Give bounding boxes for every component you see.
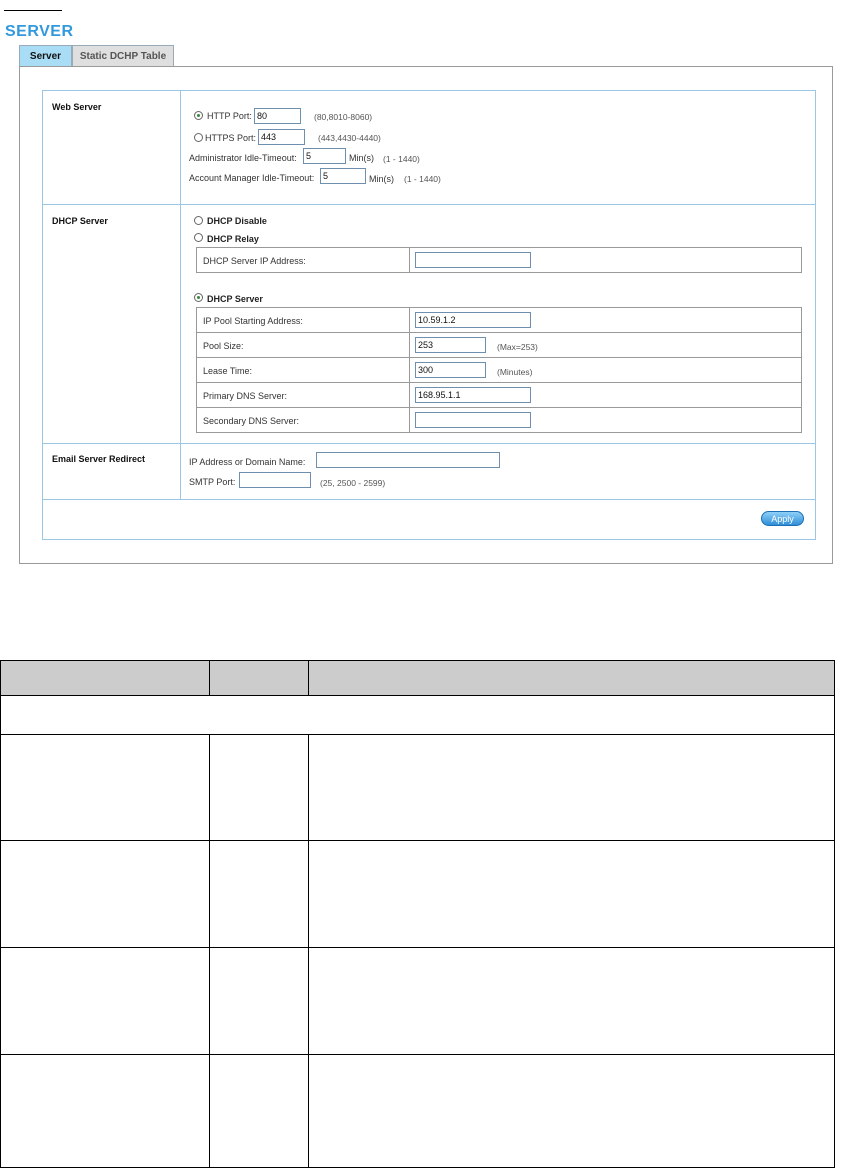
dhcp-server-table: [196, 307, 802, 433]
dhcp-relay-label: DHCP Relay: [207, 234, 259, 244]
pool-size-input[interactable]: [415, 337, 486, 353]
lease-time-label: Lease Time:: [203, 366, 253, 376]
divider: [42, 443, 816, 444]
account-timeout-label: Account Manager Idle-Timeout:: [189, 173, 315, 183]
dhcp-disable-radio[interactable]: [194, 216, 203, 225]
account-timeout-unit: Min(s): [369, 174, 394, 184]
pool-size-label: Pool Size:: [203, 341, 244, 351]
table-row: [197, 408, 801, 433]
lease-time-hint: (Minutes): [497, 367, 533, 377]
https-port-label: HTTPS Port:: [205, 133, 257, 143]
https-radio[interactable]: [194, 133, 203, 142]
description-table: [0, 660, 835, 1168]
column-divider: [180, 90, 181, 499]
table-row: [1, 841, 834, 948]
table-row: [1, 948, 834, 1055]
table-row: [1, 734, 834, 841]
http-radio[interactable]: [194, 111, 203, 120]
divider: [42, 499, 816, 500]
ip-pool-start-input[interactable]: [415, 312, 531, 328]
account-timeout-hint: (1 - 1440): [404, 174, 441, 184]
secondary-dns-label: Secondary DNS Server:: [203, 416, 300, 426]
table-row: [197, 333, 801, 358]
dhcp-relay-table: [196, 247, 802, 273]
admin-timeout-input[interactable]: [303, 148, 346, 164]
smtp-port-hint: (25, 2500 - 2599): [320, 478, 386, 488]
admin-timeout-label: Administrator Idle-Timeout:: [189, 153, 297, 163]
table-header: [1, 661, 834, 696]
table-row: [1, 1055, 834, 1162]
tab-static-dhcp-table[interactable]: Static DCHP Table: [72, 45, 174, 66]
admin-timeout-hint: (1 - 1440): [383, 154, 420, 164]
table-row: [197, 358, 801, 383]
header-rule: [4, 10, 62, 11]
dhcp-disable-label: DHCP Disable: [207, 216, 267, 226]
http-port-input[interactable]: [254, 108, 301, 124]
dhcp-relay-radio[interactable]: [194, 233, 203, 242]
dhcp-server-section-label: DHCP Server: [52, 216, 108, 226]
email-redirect-label: Email Server Redirect: [52, 454, 146, 464]
https-port-hint: (443,4430-4440): [318, 133, 381, 143]
https-port-input[interactable]: [258, 129, 305, 145]
relay-ip-label: DHCP Server IP Address:: [203, 256, 306, 266]
table-row: [197, 308, 801, 333]
page-title: SERVER: [5, 23, 74, 40]
divider: [42, 204, 816, 205]
tab-server[interactable]: Server: [19, 45, 72, 66]
web-server-label: Web Server: [52, 102, 102, 112]
smtp-port-input[interactable]: [239, 472, 311, 488]
dhcp-server-option-label: DHCP Server: [207, 294, 263, 304]
relay-ip-input[interactable]: [415, 252, 531, 268]
smtp-port-label: SMTP Port:: [189, 477, 236, 487]
account-timeout-input[interactable]: [320, 168, 366, 184]
table-row: [197, 383, 801, 408]
pool-size-hint: (Max=253): [497, 342, 538, 352]
secondary-dns-input[interactable]: [415, 412, 531, 428]
dhcp-server-radio[interactable]: [194, 293, 203, 302]
domain-name-label: IP Address or Domain Name:: [189, 457, 306, 467]
domain-name-input[interactable]: [316, 452, 500, 468]
http-port-hint: (80,8010-8060): [314, 112, 373, 122]
table-row: [197, 248, 801, 273]
apply-button[interactable]: Apply: [761, 511, 804, 526]
http-port-label: HTTP Port:: [207, 111, 252, 121]
lease-time-input[interactable]: [415, 362, 486, 378]
admin-timeout-unit: Min(s): [349, 153, 374, 163]
primary-dns-label: Primary DNS Server:: [203, 391, 288, 401]
table-row: [1, 695, 834, 735]
primary-dns-input[interactable]: [415, 387, 531, 403]
ip-pool-start-label: IP Pool Starting Address:: [203, 316, 303, 326]
